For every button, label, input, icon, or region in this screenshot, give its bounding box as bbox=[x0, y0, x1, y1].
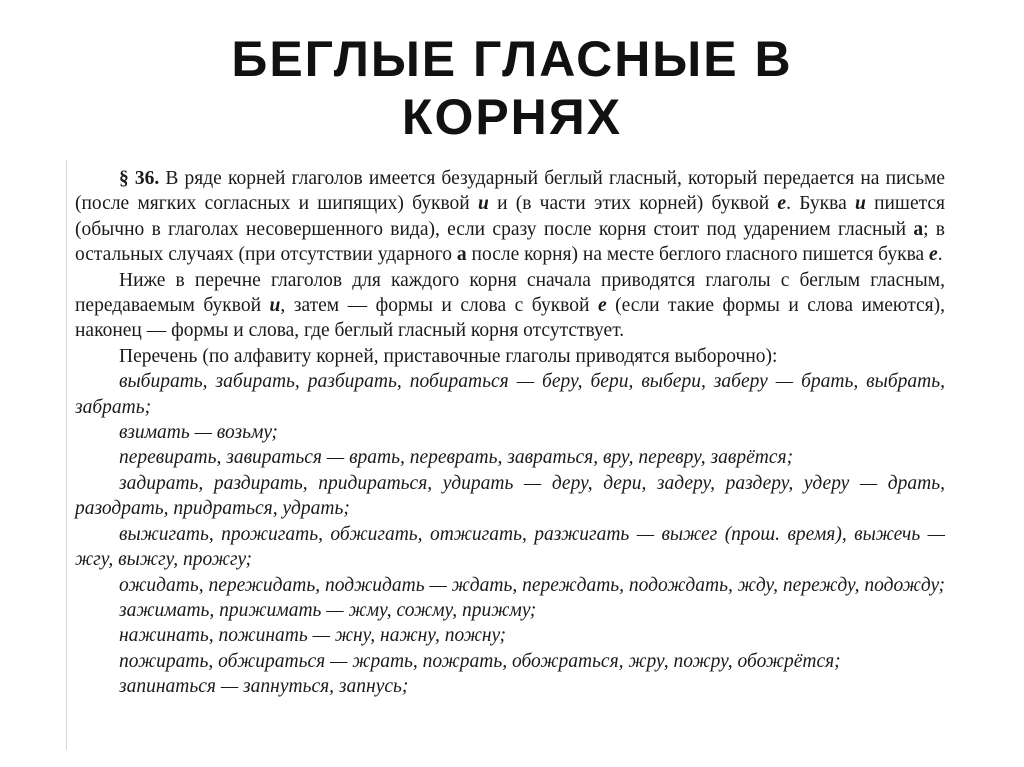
slide-title-line-1: БЕГЛЫЕ ГЛАСНЫЕ В bbox=[231, 31, 793, 87]
paragraph-text: Ниже в перечне глаголов для каждого корня сначала приводятся глаголы с беглым гласным, передаваемым буквой bbox=[75, 269, 945, 317]
example-line: зажимать, прижимать — жму, сожму, прижму; bbox=[119, 599, 537, 621]
scanned-page bbox=[66, 160, 951, 750]
example-line: запинаться — запнуться, запнусь; bbox=[119, 676, 409, 698]
example-line: взимать — возьму; bbox=[119, 422, 278, 444]
highlight-letter: е bbox=[777, 193, 787, 215]
paragraph-text: после корня) на месте беглого гласного пишется буква bbox=[466, 244, 930, 266]
highlight-letter: а bbox=[456, 244, 467, 266]
paragraph-text: . bbox=[937, 244, 943, 266]
highlight-letter: и bbox=[854, 193, 866, 215]
example-line: пожирать, обжираться — жрать, пожрать, обожраться, жру, пожру, обожрётся; bbox=[119, 650, 841, 672]
highlight-letter: е bbox=[929, 244, 938, 266]
example-line: нажинать, пожинать — жну, нажну, пожну; bbox=[119, 625, 506, 647]
paragraph-text: пишется (обычно в глаголах несовершенного вида), если сразу после корня стоит под ударением гласный bbox=[75, 193, 945, 240]
section-number: § 36. bbox=[119, 168, 160, 189]
paragraph-text: . Буква bbox=[786, 193, 855, 215]
slide-title-line-2: КОРНЯХ bbox=[401, 89, 623, 145]
example-line: перевирать, завираться — врать, переврать, завраться, вру, перевру, заврётся; bbox=[119, 447, 794, 469]
slide-title bbox=[0, 30, 1024, 146]
rule-text bbox=[75, 166, 945, 700]
example-line: выбирать, забирать, разбирать, побираться — беру, бери, выбери, заберу — брать, выбрать, забрать; bbox=[75, 371, 945, 418]
example-line: задирать, раздирать, придираться, удирать — деру, дери, задеру, раздеру, удеру — драть, разодрать, придраться, удрать; bbox=[75, 472, 945, 520]
highlight-letter: и bbox=[477, 193, 489, 215]
paragraph-list-intro bbox=[75, 268, 945, 344]
paragraph-text: , затем — формы и слова с буквой bbox=[280, 295, 598, 317]
example-line: ожидать, пережидать, поджидать — ждать, переждать, подождать, жду, пережду, подожду; bbox=[119, 574, 945, 596]
paragraph-text: и (в части этих корней) буквой bbox=[488, 193, 778, 215]
highlight-letter: и bbox=[269, 295, 281, 317]
paragraph-rule bbox=[75, 166, 945, 268]
highlight-letter: а bbox=[913, 218, 924, 240]
paragraph-text: В ряде корней глаголов имеется безударный беглый гласный, который передается на письме (после мягких согласных и шипящих) буквой bbox=[75, 168, 946, 215]
paragraph-text: ; в остальных случаях (при отсутствии ударного bbox=[75, 218, 946, 266]
paragraph-list-heading: Перечень (по алфавиту корней, приставочные глаголы приводятся выборочно): bbox=[119, 345, 778, 367]
highlight-letter: е bbox=[597, 295, 607, 317]
paragraph-text: (если такие формы и слова имеются), наконец — формы и слова, где беглый гласный корня отсутствует. bbox=[75, 295, 945, 342]
example-line: выжигать, прожигать, обжигать, отжигать, разжигать — выжег (прош. время), выжечь — жгу, выжгу, прожгу; bbox=[75, 523, 945, 571]
